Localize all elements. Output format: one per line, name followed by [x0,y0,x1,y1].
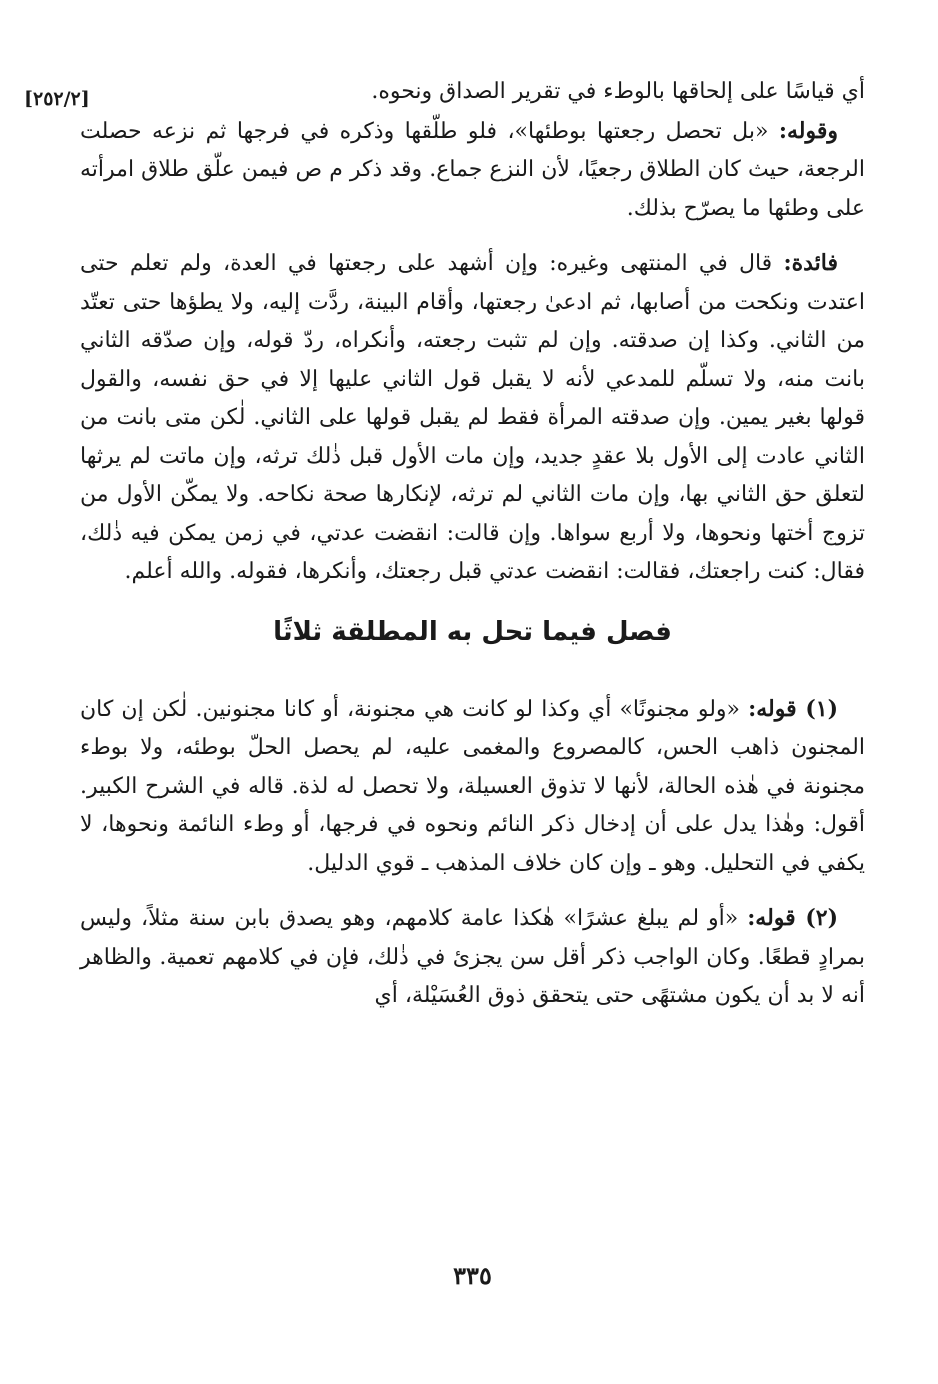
note-paragraph [80,690,865,884]
benefit-paragraph [80,244,865,592]
paragraph-text: قال في المنتهى وغيره: وإن أشهد على رجعتها في العدة، ولم تعلم حتى اعتدت ونكحت من أصابها، ثم ادعىٰ رجعتها، وأقام البينة، ردَّت إليه، ولا يطؤها حتى تعتّد من الثاني. وكذا إن صدقته. وإن لم تثبت رجعته، وأنكراه، ردّ قوله، وإن صدّقه الثاني بانت منه، ولا تسلّم للمدعي لأنه لا يقبل قول الثاني عليها إلا في حق نفسه، والقول قولها بغير يمين. وإن صدقته المرأة فقط لم يقبل قولها على الثاني. لٰكن متى بانت من الثاني عادت إلى الأول بلا عقدٍ جديد، وإن مات الأول قبل ذٰلك ترثه، وإن ماتت لم يرثها لتعلق حق الثاني بها، وإن مات الثاني لم ترثه، لإنكارها صحة نكاحه. ولا يمكّن الأول من تزوج أختها ونحوها، ولا أربع سواها. وإن قالت: انقضت عدتي، في زمن يمكن فيه ذٰلك، فقال: كنت راجعتك، فقالت: انقضت عدتي قبل رجعتك، وأنكرها، فقوله. والله أعلم. [80,251,865,584]
note-paragraph [80,899,865,1016]
paragraph-gap [80,228,865,244]
paragraph-gap [80,883,865,899]
paragraph-label: فائدة: [783,250,838,276]
note-text: «أو لم يبلغ عشرًا» هٰكذا عامة كلامهم، وهو يصدق بابن سنة مثلاً، وليس بمرادٍ قطعًا. وكان الواجب ذكر أقل سن يجزئ في ذٰلك، فإن في كلامهم تعمية. والظاهر أنه لا بد أن يكون مشتهًى حتى يتحقق ذوق العُسَيْلة، أي [80,906,865,1008]
paragraph-text: «بل تحصل رجعتها بوطئها»، فلو طلّقها وذكره في فرجها ثم نزعه حصلت الرجعة، حيث كان الطلاق رجعيًا، لأن النزع جماع. وقد ذكر م ص فيمن علّق طلاق امرأته على وطئها ما يصرّح بذلك. [80,118,865,221]
volume-page-reference: [٢٥٢/٢] [24,88,90,110]
paragraph-label: وقوله: [778,117,838,144]
commentary-paragraph [80,112,865,229]
note-label: (٢) قوله: [747,905,838,931]
note-label: (١) قوله: [748,695,838,722]
document-page [24,70,865,1360]
note-text: «ولو مجنونًا» أي وكذا لو كانت هي مجنونة، أو كانا مجنونين. لٰكن إن كان المجنون ذاهب الحس، كالمصروع والمغمى عليه، لم يحصل الحلّ بوطئه، ولا بوطء مجنونة في هٰذه الحالة، لأنها لا تذوق العسيلة، ولا تحصل له لذة. قاله في الشرح الكبير. أقول: وهٰذا يدل على أن إدخال ذكر النائم ونحوه في فرجها، أو وطء النائمة ونحوها، لا يكفي في التحليل. وهو ـ وإن كان خلاف المذهب ـ قوي الدليل. [80,696,865,876]
continuation-line: أي قياسًا على إلحاقها بالوطء في تقرير الصداق ونحوه. [371,79,865,104]
page-number: ٣٣٥ [453,1261,492,1290]
section-heading: فصل فيما تحل به المطلقة ثلاثًا [273,616,672,647]
